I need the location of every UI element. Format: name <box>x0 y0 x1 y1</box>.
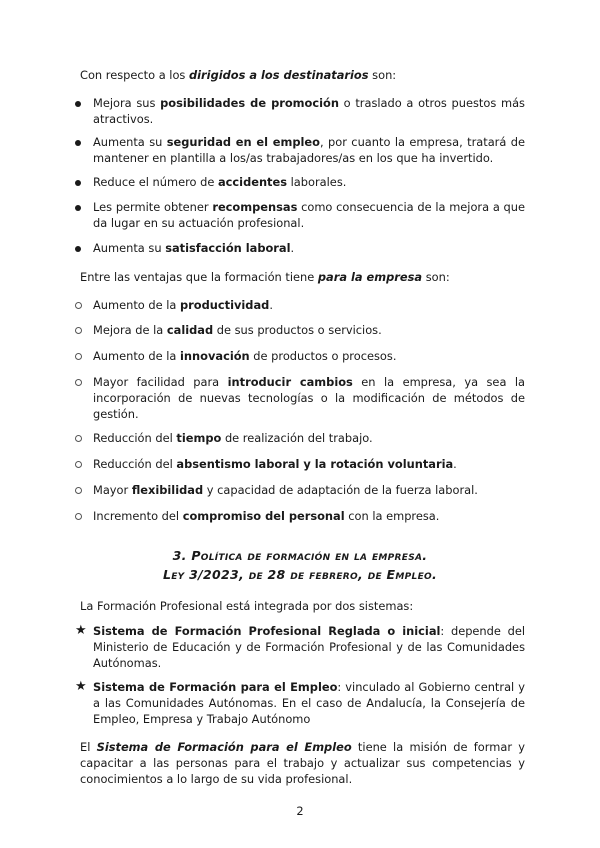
list-item: Mayor flexibilidad y capacidad de adaptación de la fuerza laboral. <box>75 482 525 498</box>
list-item: Aumenta su satisfacción laboral. <box>75 240 525 256</box>
list-item: Mejora sus posibilidades de promoción o traslado a otros puestos más atractivos. <box>75 95 525 127</box>
list-item: ★ Sistema de Formación para el Empleo: vinculado al Gobierno central y a las Comunidades Autónomas. En el caso de Andalucía, la Consejería de Empleo, Empresa y Trabajo Autónomo <box>75 679 526 726</box>
section-heading-line2: Ley 3/2023, de 28 de febrero, de Empleo. <box>162 567 438 582</box>
intro-destinatarios <box>80 67 525 83</box>
hollow-bullet-icon <box>75 322 87 338</box>
list-item: Reducción del tiempo de realización del trabajo. <box>75 430 525 446</box>
list-item: Aumento de la innovación de productos o procesos. <box>75 348 525 364</box>
bullet-icon <box>75 199 87 215</box>
section-heading-line1: 3. Política de formación en la empresa. <box>172 548 428 563</box>
hollow-bullet-icon <box>75 508 87 524</box>
bullet-icon <box>75 174 87 190</box>
intro-empresa: Entre las ventajas que la formación tiene para la empresa son: <box>80 270 450 284</box>
list-item: Mayor facilidad para introducir cambios en la empresa, ya sea la incorporación de nuevas tecnologías o la modificación de métodos de gestión. <box>75 374 525 422</box>
hollow-bullet-icon <box>75 374 87 390</box>
page-number: 2 <box>296 804 304 818</box>
emphasis-text: para la empresa <box>317 270 423 284</box>
systems-intro: La Formación Profesional está integrada por dos sistemas: <box>80 599 414 613</box>
list-item: Aumenta su seguridad en el empleo, por cuanto la empresa, tratará de mantener en plantilla a los/as trabajadores/as en los que ha invertido. <box>75 134 525 166</box>
list-item: Aumento de la productividad. <box>75 297 525 313</box>
mission-paragraph: El Sistema de Formación para el Empleo tiene la misión de formar y capacitar a las personas para el trabajo y actualizar sus competencias y conocimientos a lo largo de su vida profesional. <box>80 740 525 786</box>
bullet-icon <box>75 240 87 256</box>
star-bullet-icon: ★ <box>75 679 87 694</box>
list-item: Mejora de la calidad de sus productos o servicios. <box>75 322 525 338</box>
star-bullet-icon: ★ <box>75 623 87 638</box>
text-span: Con respecto a los <box>80 68 189 82</box>
hollow-bullet-icon <box>75 430 87 446</box>
bullet-icon <box>75 134 87 150</box>
list-item: Les permite obtener recompensas como consecuencia de la mejora a que da lugar en su actuación profesional. <box>75 199 525 231</box>
hollow-bullet-icon <box>75 348 87 364</box>
emphasis-text: dirigidos a los destinatarios <box>188 68 369 82</box>
list-item: Reduce el número de accidentes laborales. <box>75 174 525 190</box>
list-item: Reducción del absentismo laboral y la rotación voluntaria. <box>75 456 525 472</box>
list-item: Incremento del compromiso del personal con la empresa. <box>75 508 525 524</box>
hollow-bullet-icon <box>75 297 87 313</box>
bullet-icon <box>75 95 87 111</box>
hollow-bullet-icon <box>75 482 87 498</box>
emphasis-text: Sistema de Formación para el Empleo <box>96 740 352 754</box>
list-item: ★ Sistema de Formación Profesional Reglada o inicial: depende del Ministerio de Educación y de Formación Profesional y de las Comunidades Autónomas. <box>75 623 525 670</box>
text-span: son: <box>368 68 397 82</box>
hollow-bullet-icon <box>75 456 87 472</box>
